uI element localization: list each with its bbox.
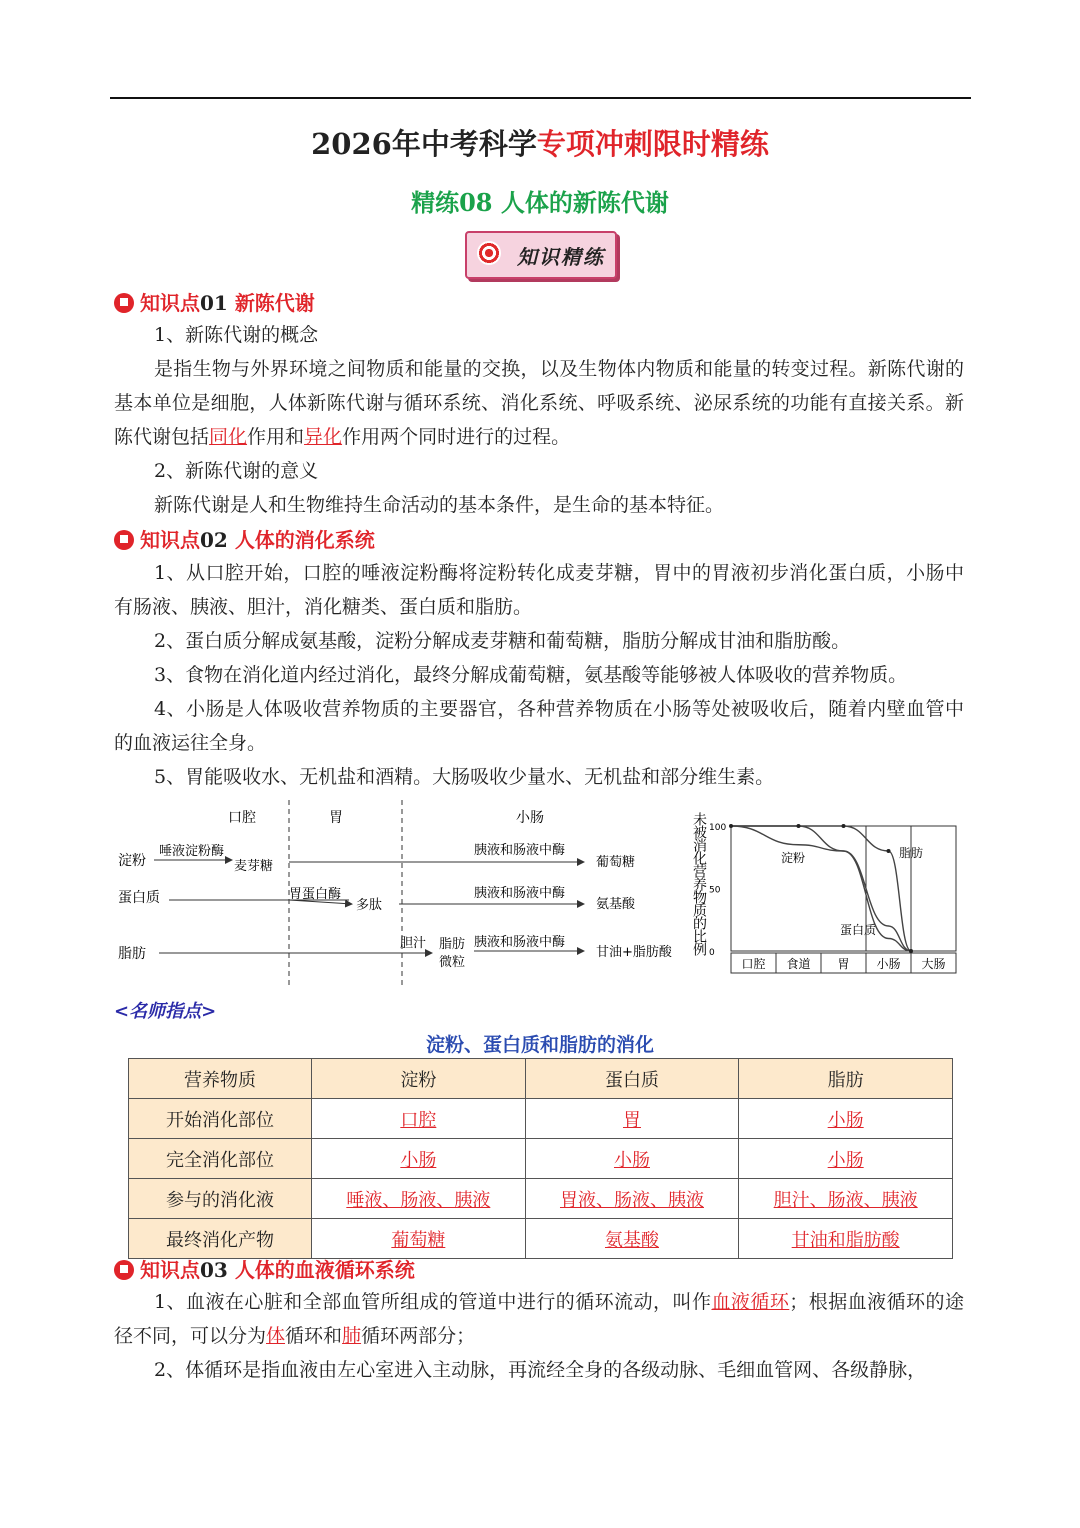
y-tick: 50: [709, 885, 721, 896]
kp2-item3: 3、食物在消化道内经过消化，最终分解成葡萄糖，氨基酸等能够被人体吸收的营养物质。: [154, 664, 908, 686]
row-label: 淀粉: [118, 853, 146, 869]
flag-icon: [114, 1260, 134, 1280]
x-tick: 大肠: [921, 957, 946, 971]
x-tick: 小肠: [876, 957, 901, 971]
table-row: 参与的消化液 唾液、肠液、胰液 胃液、肠液、胰液 胆汁、肠液、胰液: [129, 1179, 953, 1219]
kp3-item1: 1、血液在心脏和全部血管所组成的管道中进行的循环流动，叫作血液循环；根据血液循环的途径不同，可以分为体循环和肺循环两部分；: [114, 1291, 964, 1347]
header-rule: [110, 97, 971, 99]
series-line-0: [731, 826, 911, 951]
y-tick: 0: [709, 948, 715, 958]
kp1-l1: 1、新陈代谢的概念: [154, 324, 319, 346]
svg-text:胰液和肠液中酶: 胰液和肠液中酶: [474, 886, 566, 901]
col-label: 胃: [329, 810, 343, 826]
kp2-heading: 知识点02 人体的消化系统: [114, 524, 375, 553]
svg-text:胃蛋白酶: 胃蛋白酶: [289, 887, 342, 902]
series-label-protein: 蛋白质: [840, 923, 877, 937]
table-caption: 淀粉、蛋白质和脂肪的消化: [425, 1034, 654, 1056]
flag-icon: [114, 530, 134, 550]
table-row: 最终消化产物 葡萄糖 氨基酸 甘油和脂肪酸: [129, 1219, 953, 1259]
svg-text:胰液和肠液中酶: 胰液和肠液中酶: [474, 935, 566, 950]
kp2-item1: 1、从口腔开始，口腔的唾液淀粉酶将淀粉转化成麦芽糖，胃中的胃液初步消化蛋白质，小肠中有肠液、胰液、胆汁，消化糖类、蛋白质和脂肪。: [114, 562, 964, 618]
table-header-row: 营养物质 淀粉 蛋白质 脂肪: [129, 1059, 953, 1099]
kp3-heading: 知识点03 人体的血液循环系统: [114, 1254, 415, 1283]
kp1-p1: 是指生物与外界环境之间物质和能量的交换，以及生物体内物质和能量的转变过程。新陈代谢的基本单位是细胞，人体新陈代谢与循环系统、消化系统、呼吸系统、泌尿系统的功能有直接关系。新陈代谢包括同化作用和异化作用两个同时进行的过程。: [114, 358, 964, 448]
kp2-item5: 5、胃能吸收水、无机盐和酒精。大肠吸收少量水、无机盐和部分维生素。: [154, 766, 775, 788]
svg-text:脂肪: 脂肪: [439, 937, 466, 952]
kp1-l2: 2、新陈代谢的意义: [154, 460, 319, 482]
svg-text:氨基酸: 氨基酸: [596, 897, 636, 912]
data-point: [729, 824, 733, 828]
col-label: 小肠: [516, 810, 544, 826]
table-row: 完全消化部位 小肠 小肠 小肠: [129, 1139, 953, 1179]
x-tick: 口腔: [741, 957, 766, 971]
series-label-starch: 淀粉: [781, 851, 806, 865]
series-line-2: [731, 826, 911, 951]
svg-text:多肽: 多肽: [356, 898, 383, 913]
kp2-item2: 2、蛋白质分解成氨基酸，淀粉分解成麦芽糖和葡萄糖，脂肪分解成甘油和脂肪酸。: [154, 630, 851, 652]
digestion-flow-diagram: [114, 800, 684, 985]
svg-text:胰液和肠液中酶: 胰液和肠液中酶: [474, 843, 566, 858]
target-icon: [477, 241, 501, 265]
svg-text:麦芽糖: 麦芽糖: [234, 859, 274, 874]
digestion-table: [128, 1058, 953, 1259]
x-tick: 胃: [837, 957, 850, 971]
svg-text:唾液淀粉酶: 唾液淀粉酶: [159, 844, 225, 859]
y-tick: 100: [709, 823, 727, 833]
series-line-1: [731, 826, 911, 951]
col-label: 口腔: [228, 810, 256, 826]
page-title: 2026年中考科学专项冲刺限时精练: [311, 127, 769, 161]
data-point: [797, 824, 801, 828]
kp1-p2: 新陈代谢是人和生物维持生命活动的基本条件，是生命的基本特征。: [154, 494, 725, 516]
data-point: [909, 949, 913, 953]
section-badge: 知识精练: [465, 231, 617, 279]
svg-text:胆汁: 胆汁: [400, 936, 427, 951]
digestion-curve-chart: [693, 798, 963, 978]
kp3-item2: 2、体循环是指血液由左心室进入主动脉，再流经全身的各级动脉、毛细血管网、各级静脉，: [154, 1359, 927, 1381]
page-subtitle: 精练08 人体的新陈代谢: [411, 188, 669, 217]
svg-text:葡萄糖: 葡萄糖: [596, 855, 636, 870]
data-point: [842, 824, 846, 828]
x-tick: 食道: [786, 957, 811, 971]
svg-text:甘油+脂肪酸: 甘油+脂肪酸: [596, 945, 672, 960]
row-label: 蛋白质: [118, 890, 160, 906]
flag-icon: [114, 293, 134, 313]
data-point: [887, 849, 891, 853]
kp1-heading: 知识点01 新陈代谢: [114, 287, 315, 316]
row-label: 脂肪: [118, 946, 146, 962]
chart-ylabel: 未被消化营养物质的比例: [691, 812, 707, 955]
kp2-item4: 4、小肠是人体吸收营养物质的主要器官，各种营养物质在小肠等处被吸收后，随着内壁血管中的血液运往全身。: [114, 698, 964, 754]
table-row: 开始消化部位 口腔 胃 小肠: [129, 1099, 953, 1139]
teacher-note-label: <名师指点>: [114, 1001, 217, 1022]
svg-text:微粒: 微粒: [439, 955, 466, 970]
series-label-fat: 脂肪: [899, 846, 924, 860]
